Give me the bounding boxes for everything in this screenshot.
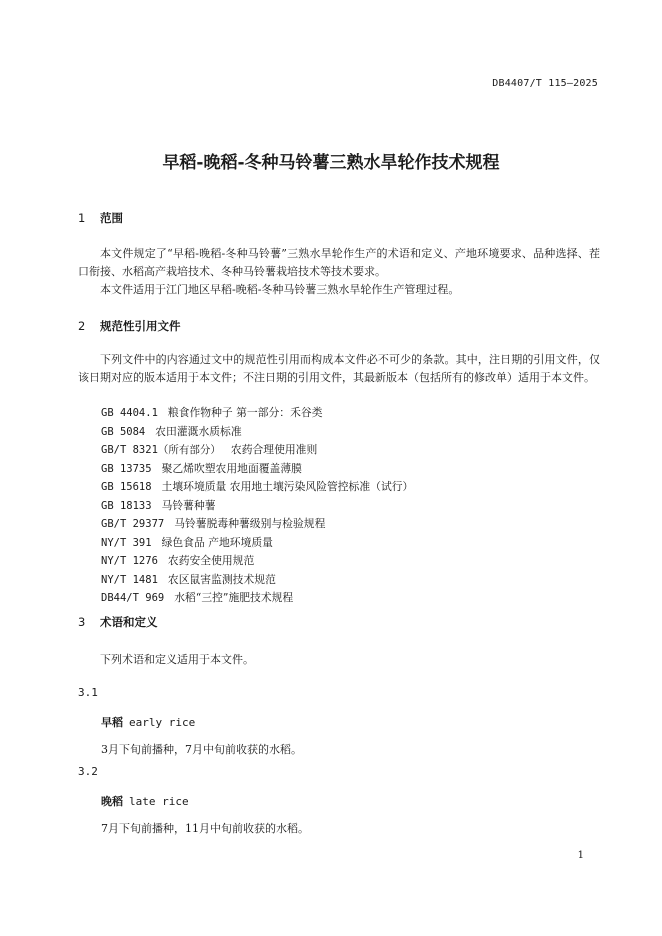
scope-paragraph-2: 本文件适用于江门地区早稻-晚稻-冬种马铃薯三熟水旱轮作生产管理过程。 xyxy=(100,283,460,296)
reference-item: GB 13735 聚乙烯吹塑农用地面覆盖薄膜 xyxy=(101,461,302,475)
terms-intro-paragraph: 下列术语和定义适用于本文件。 xyxy=(100,653,254,666)
reference-item: GB/T 29377 马铃薯脱毒种薯级别与检验规程 xyxy=(101,517,326,530)
references-intro-paragraph: 下列文件中的内容通过文中的规范性引用而构成本文件必不可少的条款。其中，注日期的引用文件，仅该日期对应的版本适用于本文件；不注日期的引用文件，其最新版本（包括所有的修改单）适用于本文件。 xyxy=(78,353,600,384)
section-title: 术语和定义 xyxy=(100,615,158,629)
reference-item: NY/T 1481 农区鼠害监测技术规范 xyxy=(101,572,276,586)
term-name: 晚稻 late rice xyxy=(101,795,189,808)
section-title: 规范性引用文件 xyxy=(100,319,181,333)
reference-item: GB/T 8321（所有部分） 农药合理使用准则 xyxy=(101,443,318,456)
term-definition: 3月下旬前播种，7月中旬前收获的水稻。 xyxy=(101,743,302,756)
reference-list xyxy=(101,404,581,608)
section-number: 2 xyxy=(78,319,86,333)
reference-item: GB 15618 土壤环境质量 农用地土壤污染风险管控标准（试行） xyxy=(101,480,414,493)
reference-item: NY/T 1276 农药安全使用规范 xyxy=(101,554,255,567)
section-title: 范围 xyxy=(100,211,124,225)
document-code: DB4407/T 115—2025 xyxy=(492,78,598,89)
section-heading-normative-references xyxy=(78,318,181,334)
section-number: 3 xyxy=(78,615,86,629)
reference-item: GB 5084 农田灌溉水质标准 xyxy=(101,424,242,438)
term-number: 3.2 xyxy=(78,765,98,778)
scope-paragraph-1: 本文件规定了“早稻-晚稻-冬种马铃薯”三熟水旱轮作生产的术语和定义、产地环境要求、品种选择、茬口衔接、水稻高产栽培技术、冬种马铃薯栽培技术等技术要求。 xyxy=(78,247,600,278)
term-name: 早稻 early rice xyxy=(101,716,196,729)
term-number: 3.1 xyxy=(78,686,98,699)
document-title: 早稻-晚稻-冬种马铃薯三熟水旱轮作技术规程 xyxy=(162,153,500,173)
reference-item: DB44/T 969 水稻“三控”施肥技术规程 xyxy=(101,591,294,604)
section-heading-terms xyxy=(78,614,158,630)
section-number: 1 xyxy=(78,211,86,225)
section-heading-scope xyxy=(78,210,123,226)
term-definition: 7月下旬前播种，11月中旬前收获的水稻。 xyxy=(101,822,309,835)
reference-item: GB 4404.1 粮食作物种子 第一部分：禾谷类 xyxy=(101,406,323,419)
reference-item: GB 18133 马铃薯种薯 xyxy=(101,498,216,512)
reference-item: NY/T 391 绿色食品 产地环境质量 xyxy=(101,535,273,549)
page-number: 1 xyxy=(577,850,584,861)
